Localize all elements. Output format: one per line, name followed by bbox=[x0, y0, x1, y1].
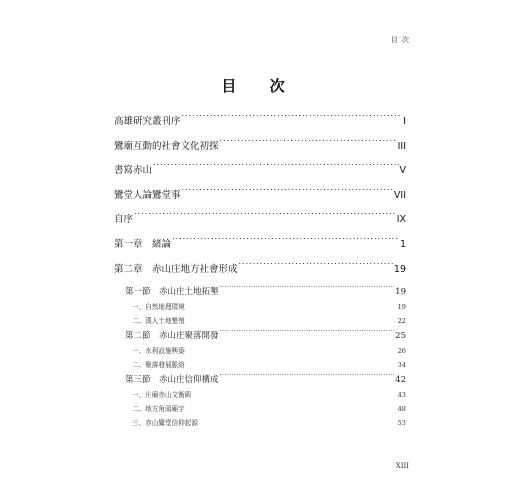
dot-leader bbox=[182, 188, 393, 198]
toc-entry-page: 43 bbox=[397, 391, 406, 400]
toc-entry-label: 第一節 赤山庄土地拓墾 bbox=[125, 287, 219, 298]
toc-entry-page: 48 bbox=[397, 405, 406, 414]
toc-entry-section-1[interactable] bbox=[114, 284, 406, 300]
toc-entry-subsection[interactable] bbox=[114, 416, 406, 430]
dot-leader bbox=[186, 361, 397, 368]
toc-entry-label: 三、赤山鸞堂信仰起源 bbox=[132, 419, 198, 428]
dot-leader bbox=[134, 213, 396, 223]
toc-entry-essay-1[interactable] bbox=[114, 137, 406, 162]
toc-entry-label: 鸞廟互動的社會文化初探 bbox=[114, 140, 219, 152]
toc-entry-page: 53 bbox=[397, 419, 406, 428]
toc-entry-chapter-2[interactable] bbox=[114, 260, 406, 285]
page-number: XIII bbox=[395, 462, 409, 470]
dot-leader bbox=[153, 164, 398, 174]
toc-entry-label: 高雄研究叢刊序 bbox=[114, 116, 181, 127]
toc-entry-page: III bbox=[397, 140, 406, 152]
toc-entry-page: 22 bbox=[397, 317, 406, 326]
toc-entry-label: 第二節 赤山庄聚落開發 bbox=[125, 331, 219, 342]
toc-entry-label: 一、庄廟赤山文衡殿 bbox=[132, 391, 192, 400]
toc-entry-subsection[interactable] bbox=[114, 314, 406, 328]
toc-entry-author-preface[interactable] bbox=[114, 210, 406, 235]
toc-entry-label: 二、聚落發展脈絡 bbox=[132, 361, 185, 370]
toc-entry-subsection[interactable] bbox=[114, 402, 406, 416]
toc-entry-section-3[interactable] bbox=[114, 372, 406, 388]
dot-leader bbox=[182, 115, 403, 125]
page-title: 目 次 bbox=[221, 77, 299, 95]
dot-leader bbox=[186, 317, 397, 324]
dot-leader bbox=[186, 303, 397, 310]
toc-entry-label: 第三節 赤山庄信仰構成 bbox=[125, 375, 219, 386]
toc-entry-page: VII bbox=[393, 189, 406, 201]
toc-entry-subsection[interactable] bbox=[114, 388, 406, 402]
toc-entry-essay-2[interactable] bbox=[114, 161, 406, 186]
dot-leader bbox=[186, 347, 397, 354]
running-head: 目 次 bbox=[390, 36, 410, 44]
toc-entry-label: 自序 bbox=[114, 214, 134, 226]
toc-entry-label: 書寫赤山 bbox=[114, 165, 153, 177]
toc-entry-label: 一、自然地理環境 bbox=[132, 303, 185, 312]
toc-entry-page: I bbox=[403, 116, 406, 127]
toc-entry-page: 26 bbox=[397, 347, 406, 356]
dot-leader bbox=[220, 139, 397, 149]
toc-entry-subsection[interactable] bbox=[114, 358, 406, 372]
toc-entry-page: 19 bbox=[393, 263, 406, 275]
toc-entry-subsection[interactable] bbox=[114, 344, 406, 358]
toc-entry-label: 第二章 赤山庄地方社會形成 bbox=[114, 263, 238, 275]
table-of-contents bbox=[114, 112, 406, 430]
toc-entry-label: 一、水利設施興築 bbox=[132, 347, 185, 356]
dot-leader bbox=[220, 286, 395, 295]
toc-entry-label: 二、漢人土地墾殖 bbox=[132, 317, 185, 326]
dot-leader bbox=[199, 419, 397, 426]
toc-entry-page: 19 bbox=[395, 287, 406, 298]
toc-entry-page: V bbox=[399, 165, 406, 177]
toc-entry-preface-series[interactable] bbox=[114, 112, 406, 137]
toc-entry-page: 42 bbox=[395, 375, 406, 386]
toc-entry-essay-3[interactable] bbox=[114, 186, 406, 211]
toc-entry-label: 二、地方角頭廟宇 bbox=[132, 405, 185, 414]
toc-entry-page: IX bbox=[396, 214, 406, 226]
dot-leader bbox=[220, 330, 395, 339]
toc-entry-page: 25 bbox=[395, 331, 406, 342]
toc-entry-subsection[interactable] bbox=[114, 300, 406, 314]
toc-entry-label: 第一章 緒論 bbox=[114, 238, 172, 250]
toc-entry-label: 鸞堂人論鸞堂事 bbox=[114, 189, 181, 201]
dot-leader bbox=[186, 405, 397, 412]
dot-leader bbox=[220, 374, 395, 383]
dot-leader bbox=[192, 391, 396, 398]
dot-leader bbox=[239, 262, 393, 272]
dot-leader bbox=[172, 237, 399, 247]
toc-entry-section-2[interactable] bbox=[114, 328, 406, 344]
toc-entry-chapter-1[interactable] bbox=[114, 235, 406, 260]
toc-entry-page: 19 bbox=[397, 303, 406, 312]
toc-entry-page: 34 bbox=[397, 361, 406, 370]
toc-entry-page: 1 bbox=[399, 238, 406, 250]
